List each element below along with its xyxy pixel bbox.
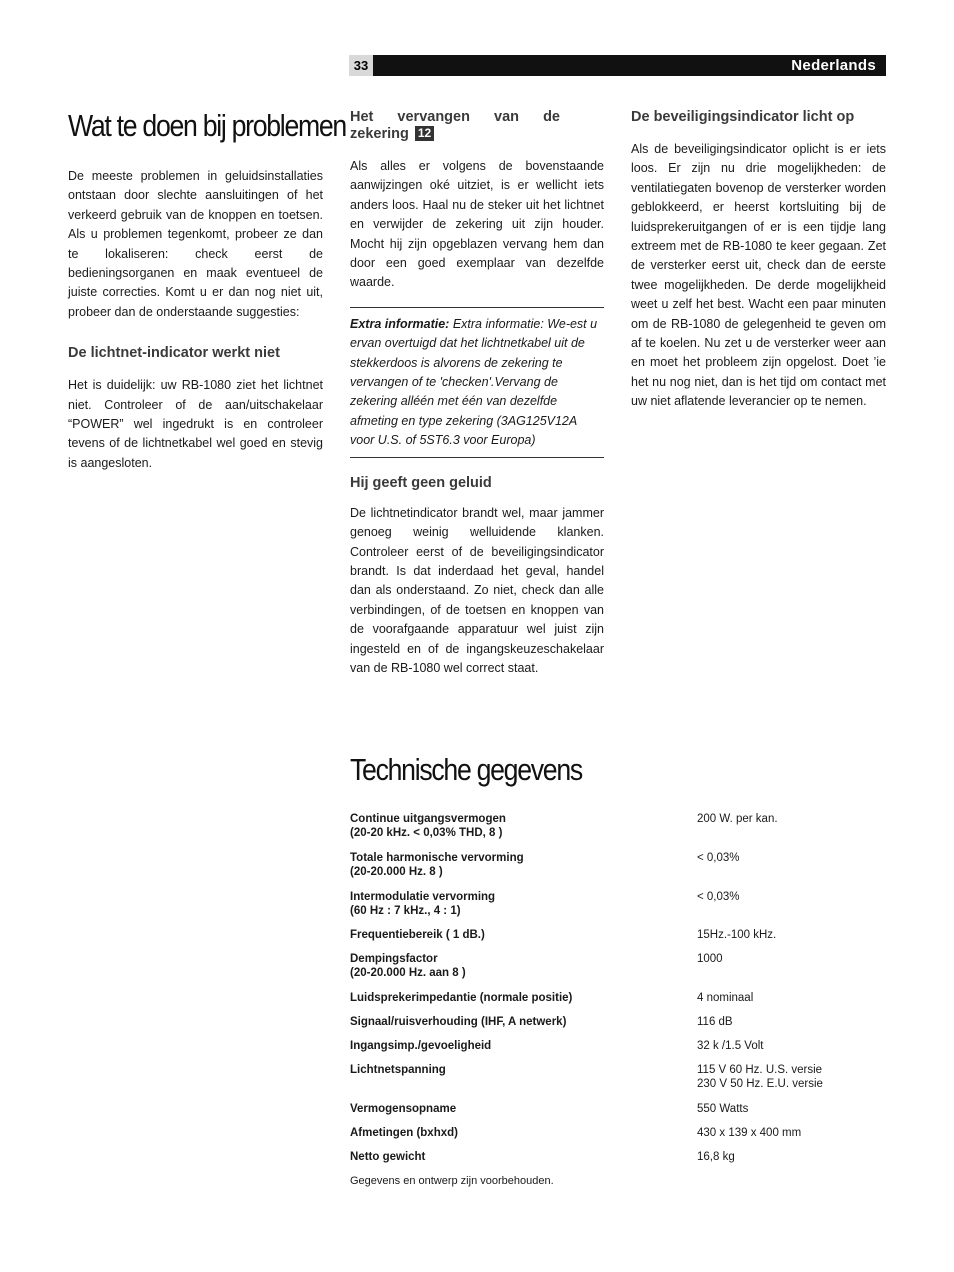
spec-label-line: (20-20 kHz. < 0,03% THD, 8 ) xyxy=(350,827,503,839)
spec-label-line: (20-20.000 Hz. aan 8 ) xyxy=(350,967,466,979)
spec-value-line: < 0,03% xyxy=(697,891,740,903)
fuse-heading-text: Het vervangen van de zekering xyxy=(350,109,560,142)
spec-label xyxy=(350,890,680,918)
spec-value xyxy=(697,1039,897,1053)
fuse-paragraph: Als alles er volgens de bovenstaande aanwijzingen oké uitziet, is er wellicht iets anders loos. Haal nu de steker uit het lichtnet en verwijder de zekering uit zijn houder. Mocht hij zijn opgeblazen vervang hem dan door een goed exemplaar van dezelfde waarde. xyxy=(350,159,604,290)
spec-label-line: Dempingsfactor xyxy=(350,953,438,965)
power-paragraph: Het is duidelijk: uw RB-1080 ziet het lichtnet niet. Controleer of de aan/uitschakelaar “POWER” wel ingedrukt is en controleer tevens of de lichtnetkabel wel goed en stevig is aangesloten. xyxy=(68,378,323,470)
sound-paragraph: De lichtnetindicator brandt wel, maar jammer genoeg weinig welluidende klanken. Controleer eerst of de beveiligingsindicator brandt. Is dat inderdaad het geval, handel dan als onderstaand. Zo niet, check dan alle verbindingen, of de toetsen en knoppen van de voorafgaande apparatuur wel juist zijn ingesteld en of de ingangskeuzeschakelaar van de RB-1080 wel correct staat. xyxy=(350,505,604,675)
spec-value-line: 16,8 kg xyxy=(697,1151,735,1163)
column-middle xyxy=(350,109,604,678)
protect-paragraph: Als de beveiligingsindicator oplicht is er iets loos. Er zijn nu drie mogelijkheden: de ventilatiegaten bovenop de versterker worden geblokkeerd, er heerst kortsluiting bij de luidsprekeruitgangen of er is een tijdje lang extreem met de RB-1080 te keer gegaan. Zet de versterker eerst uit, check dan de eerste twee mogelijkheden. De derde mogelijkheid weet u zelf het best. Wacht een paar minuten om de RB-1080 de gelegenheid te geven om af te koelen. Nu zet u de versterker weer aan en moet het probleem zijn opgelost. Doet ’ie het nu nog niet, dan is het tijd om contact met uw niet aflatende leverancier op te nemen. xyxy=(631,142,886,409)
spec-value-line: 32 k /1.5 Volt xyxy=(697,1040,764,1052)
extra-info-paragraph xyxy=(350,315,604,451)
spec-label xyxy=(350,952,680,980)
language-label: Nederlands xyxy=(791,57,876,74)
spec-value xyxy=(697,952,897,966)
power-heading: De lichtnet-indicator werkt niet xyxy=(68,345,280,362)
spec-value-line: 430 x 139 x 400 mm xyxy=(697,1127,802,1139)
section-title-problems: Wat te doen bij problemen xyxy=(68,108,346,143)
spec-value xyxy=(697,928,897,942)
spec-value-line: 550 Watts xyxy=(697,1103,749,1115)
spec-value xyxy=(697,1015,897,1029)
spec-value xyxy=(697,1150,897,1164)
spec-label xyxy=(350,1039,680,1053)
spec-label xyxy=(350,851,680,879)
spec-label xyxy=(350,1102,680,1116)
spec-value-line: < 0,03% xyxy=(697,852,740,864)
spec-value-line: 1000 xyxy=(697,953,723,965)
spec-label xyxy=(350,1126,680,1140)
spec-value xyxy=(697,890,897,904)
spec-value-line: 4 nominaal xyxy=(697,992,754,1004)
spec-label-line: Vermogensopname xyxy=(350,1103,457,1115)
spec-label-line: Signaal/ruisverhouding (IHF, A netwerk) xyxy=(350,1016,567,1028)
spec-value xyxy=(697,812,897,826)
spec-label xyxy=(350,1063,680,1077)
spec-label-line: Continue uitgangsvermogen xyxy=(350,813,506,825)
spec-label-line: Intermodulatie vervorming xyxy=(350,891,496,903)
spec-value-line: 15Hz.-100 kHz. xyxy=(697,929,777,941)
figure-reference-badge: 12 xyxy=(415,126,434,141)
page-number: 33 xyxy=(349,55,373,76)
spec-value xyxy=(697,1102,897,1116)
spec-label xyxy=(350,928,680,942)
spec-label-line: Lichtnetspanning xyxy=(350,1064,446,1076)
extra-info-box xyxy=(350,307,604,451)
spec-value xyxy=(697,1063,897,1091)
page-header-bar xyxy=(349,55,886,76)
extra-info-text: Extra informatie: We-est u ervan overtuigd dat het lichtnetkabel uit de stekkerdoos is alvorens de zekering te vervangen of te 'checken'.Vervang de zekering alléén met één van dezelfde afmeting en type zekering (3AG125V12A voor U.S. of 5ST6.3 voor Europa) xyxy=(350,316,598,448)
specs-footnote: Gegevens en ontwerp zijn voorbehouden. xyxy=(350,1175,554,1187)
spec-label xyxy=(350,1150,680,1164)
spec-label-line: Totale harmonische vervorming xyxy=(350,852,524,864)
protect-heading: De beveiligingsindicator licht op xyxy=(631,109,855,125)
intro-paragraph: De meeste problemen in geluidsinstallaties ontstaan door slechte aansluitingen of het verkeerd gebruik van de knoppen en toetsen. Als u problemen tegenkomt, probeer ze dan te lokaliseren: check eerst de bedieningsorganen en maak eventueel de juiste correcties. Komt u er dan nog niet uit, probeer dan de onderstaande suggesties: xyxy=(68,169,323,319)
spec-value xyxy=(697,1126,897,1140)
divider xyxy=(350,457,604,458)
spec-label-line: (20-20.000 Hz. 8 ) xyxy=(350,866,443,878)
spec-label-line: Luidsprekerimpedantie (normale positie) xyxy=(350,992,573,1004)
spec-label-line: Netto gewicht xyxy=(350,1151,426,1163)
spec-value xyxy=(697,851,897,865)
column-left xyxy=(68,167,323,473)
spec-value-line: 115 V 60 Hz. U.S. versie xyxy=(697,1064,823,1076)
spec-label-line: Frequentiebereik ( 1 dB.) xyxy=(350,929,485,941)
section-title-specs: Technische gegevens xyxy=(350,752,582,787)
spec-label-line: Afmetingen (bxhxd) xyxy=(350,1127,458,1139)
spec-label-line: (60 Hz : 7 kHz., 4 : 1) xyxy=(350,905,461,917)
spec-label xyxy=(350,991,680,1005)
spec-value xyxy=(697,991,897,1005)
spec-value-line: 116 dB xyxy=(697,1016,733,1028)
spec-value-line: 230 V 50 Hz. E.U. versie xyxy=(697,1078,823,1090)
extra-info-label: Extra informatie: xyxy=(350,316,450,331)
fuse-heading xyxy=(350,109,560,143)
spec-label xyxy=(350,1015,680,1029)
spec-label-line: Ingangsimp./gevoeligheid xyxy=(350,1040,492,1052)
sound-heading: Hij geeft geen geluid xyxy=(350,474,492,491)
spec-label xyxy=(350,812,680,840)
spec-value-line: 200 W. per kan. xyxy=(697,813,778,825)
column-right xyxy=(631,109,886,412)
